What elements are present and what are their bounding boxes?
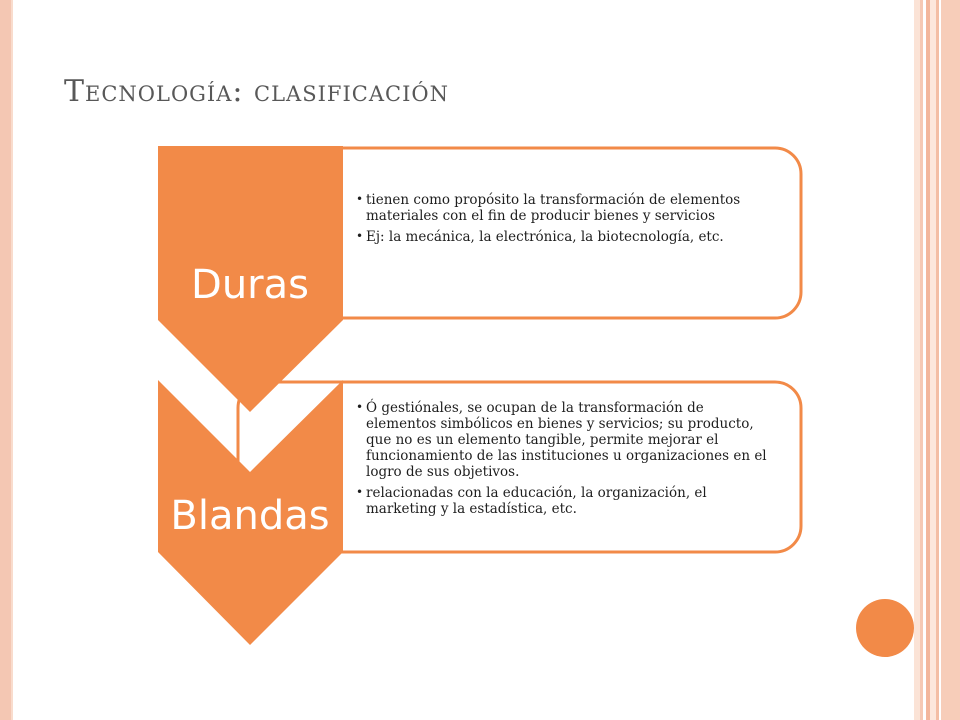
duras-label: Duras (191, 262, 309, 308)
blandas-bullet-purpose: • Ó gestiónales, se ocupan de la transformación de elementos simbólicos en bienes y servicios; su producto, que no es un elemento tangible, permite mejorar el funcionamiento de las instituciones u organizaciones en el logro de sus objetivos. (356, 400, 768, 480)
blandas-label: Blandas (170, 493, 330, 539)
duras-description (356, 192, 786, 250)
duras-bullet-examples: • Ej: la mecánica, la electrónica, la biotecnología, etc. (356, 229, 786, 245)
blandas-description (356, 400, 768, 522)
blandas-bullet-examples: • relacionadas con la educación, la organización, el marketing y la estadística, etc. (356, 485, 768, 517)
slide-title: Tecnología: clasificación (64, 74, 449, 109)
duras-bullet-purpose: • tienen como propósito la transformación de elementos materiales con el fin de producir bienes y servicios (356, 192, 786, 224)
